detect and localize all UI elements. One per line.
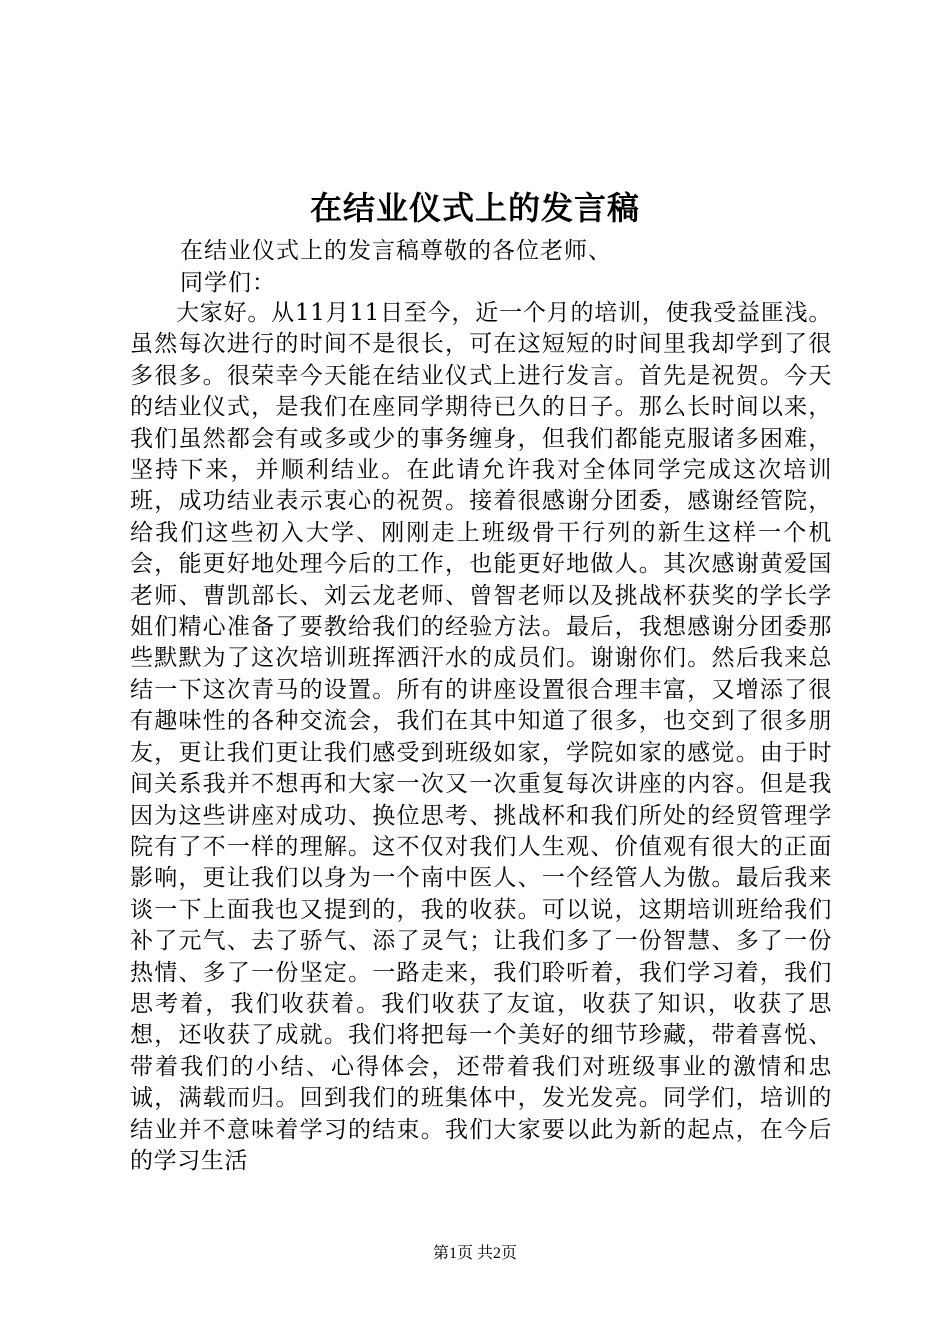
document-title: 在结业仪式上的发言稿	[309, 189, 640, 227]
salutation-line-1: 在结业仪式上的发言稿尊敬的各位老师、	[180, 238, 612, 264]
page-footer: 第1页 共2页	[432, 1245, 517, 1262]
salutation-line-2: 同学们：	[180, 270, 276, 296]
speech-body: 大家好。从11月11日至今，近一个月的培训，使我受益匪浅。虽然每次进行的时间不是很长，可在这短短的时间里我却学到了很多很多。很荣幸今天能在结业仪式上进行发言。首先是祝贺。今天的结业仪式，是我们在座同学期待已久的日子。那么长时间以来，我们虽然都会有或多或少的事务缠身，但我们都能克服诸多困难，坚持下来，并顺利结业。在此请允许我对全体同学完成这次培训班，成功结业表示衷心的祝贺。接着很感谢分团委，感谢经管院，给我们这些初入大学、刚刚走上班级骨干行列的新生这样一个机会，能更好地处理今后的工作，也能更好地做人。其次感谢黄爱国老师、曹凯部长、刘云龙老师、曾智老师以及挑战杯获奖的学长学姐们精心准备了要教给我们的经验方法。最后，我想感谢分团委那些默默为了这次培训班挥洒汗水的成员们。谢谢你们。然后我来总结一下这次青马的设置。所有的讲座设置很合理丰富，又增添了很有趣味性的各种交流会，我们在其中知道了很多，也交到了很多朋友，更让我们更让我们感受到班级如家，学院如家的感觉。由于时间关系我并不想再和大家一次又一次重复每次讲座的内容。但是我因为这些讲座对成功、换位思考、挑战杯和我们所处的经贸管理学院有了不一样的理解。这不仅对我们人生观、价值观有很大的正面影响，更让我们以身为一个南中医人、一个经管人为傲。最后我来谈一下上面我也又提到的，我的收获。可以说，这期培训班给我们补了元气、去了骄气、添了灵气；让我们多了一份智慧、多了一份热情、多了一份坚定。一路走来，我们聆听着，我们学习着，我们思考着，我们收获着。我们收获了友谊，收获了知识，收获了思想，还收获了成就。我们将把每一个美好的细节珍藏，带着喜悦、带着我们的小结、心得体会，还带着我们对班级事业的激情和忠诚，满载而归。回到我们的班集体中，发光发亮。同学们，培训的结业并不意味着学习的结束。我们大家要以此为新的起点，在今后的学习生活	[130, 300, 832, 1174]
